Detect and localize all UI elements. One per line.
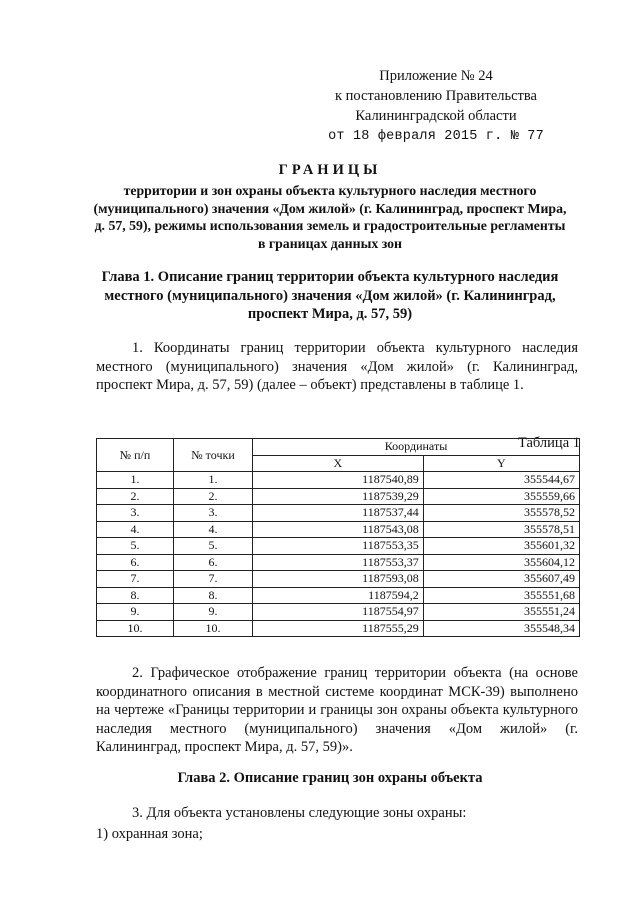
point-number: 2. <box>174 488 253 505</box>
header-coordinates: Координаты <box>253 439 580 456</box>
coord-x: 1187540,89 <box>253 472 424 489</box>
row-number: 9. <box>97 604 174 621</box>
row-number: 8. <box>97 587 174 604</box>
table-row <box>97 620 580 637</box>
point-number: 1. <box>174 472 253 489</box>
coord-x: 1187594,2 <box>253 587 424 604</box>
coord-x: 1187539,29 <box>253 488 424 505</box>
table-row <box>97 538 580 555</box>
coord-x: 1187553,37 <box>253 554 424 571</box>
appendix-region: Калининградской области <box>355 108 517 124</box>
coord-y: 355578,52 <box>423 505 579 522</box>
table-caption: Таблица 1 <box>517 435 580 451</box>
row-number: 1. <box>97 472 174 489</box>
row-number: 5. <box>97 538 174 555</box>
paragraph-1: 1. Координаты границ территории объекта культурного наследия местного (муниципального) значения «Дом жилой» (г. Калининград, проспект Мира, д. 57, 59) (далее – объект) представлены в таблице 1. <box>96 340 578 393</box>
row-number: 7. <box>97 571 174 588</box>
coord-y: 355559,66 <box>423 488 579 505</box>
coord-x: 1187553,35 <box>253 538 424 555</box>
row-number: 4. <box>97 521 174 538</box>
row-number: 3. <box>97 505 174 522</box>
row-number: 6. <box>97 554 174 571</box>
coord-y: 355578,51 <box>423 521 579 538</box>
point-number: 4. <box>174 521 253 538</box>
point-number: 6. <box>174 554 253 571</box>
table-row <box>97 571 580 588</box>
table-row <box>97 472 580 489</box>
table-row <box>97 488 580 505</box>
appendix-number: Приложение № 24 <box>379 68 493 84</box>
decree-date-stamp: от 18 февраля 2015 г. № 77 <box>328 129 544 144</box>
table-row <box>97 604 580 621</box>
appendix-decree: к постановлению Правительства <box>335 88 537 104</box>
paragraph-4: 1) охранная зона; <box>96 826 203 842</box>
header-x: X <box>253 455 424 472</box>
row-number: 10. <box>97 620 174 637</box>
coord-x: 1187543,08 <box>253 521 424 538</box>
coord-x: 1187555,29 <box>253 620 424 637</box>
chapter-2-title: Глава 2. Описание границ зон охраны объекта <box>177 770 483 786</box>
table-row <box>97 521 580 538</box>
document-subtitle: территории и зон охраны объекта культурного наследия местного (муниципального) значения «Дом жилой» (г. Калининград, проспект Мира, д. 57, 59), режимы использования земель и градостроительные регламенты в границах данных зон <box>93 183 567 251</box>
appendix-header <box>306 66 566 147</box>
coord-y: 355551,68 <box>423 587 579 604</box>
point-number: 3. <box>174 505 253 522</box>
table-row <box>97 587 580 604</box>
row-number: 2. <box>97 488 174 505</box>
point-number: 5. <box>174 538 253 555</box>
header-num: № п/п <box>97 439 174 472</box>
coord-y: 355601,32 <box>423 538 579 555</box>
coord-y: 355607,49 <box>423 571 579 588</box>
point-number: 10. <box>174 620 253 637</box>
coord-y: 355544,67 <box>423 472 579 489</box>
coord-y: 355551,24 <box>423 604 579 621</box>
point-number: 8. <box>174 587 253 604</box>
coordinates-table <box>96 438 580 637</box>
header-point: № точки <box>174 439 253 472</box>
coord-x: 1187554,97 <box>253 604 424 621</box>
coord-x: 1187537,44 <box>253 505 424 522</box>
paragraph-3: 3. Для объекта установлены следующие зоны охраны: <box>132 805 467 821</box>
paragraph-2: 2. Графическое отображение границ территории объекта (на основе координатного описания в местной системе координат МСК-39) выполнено на чертеже «Границы территории и границы зон охраны объекта культурного наследия местного (муниципального) значения «Дом жилой» (г. Калининград, проспект Мира, д. 57, 59)». <box>96 665 578 755</box>
document-title: ГРАНИЦЫ <box>278 162 382 178</box>
coord-x: 1187593,08 <box>253 571 424 588</box>
coord-y: 355604,12 <box>423 554 579 571</box>
chapter-1-title: Глава 1. Описание границ территории объекта культурного наследия местного (муниципального) значения «Дом жилой» (г. Калининград, проспект Мира, д. 57, 59) <box>101 269 559 322</box>
point-number: 7. <box>174 571 253 588</box>
table-row <box>97 554 580 571</box>
coord-y: 355548,34 <box>423 620 579 637</box>
header-y: Y <box>423 455 579 472</box>
table-row <box>97 505 580 522</box>
point-number: 9. <box>174 604 253 621</box>
